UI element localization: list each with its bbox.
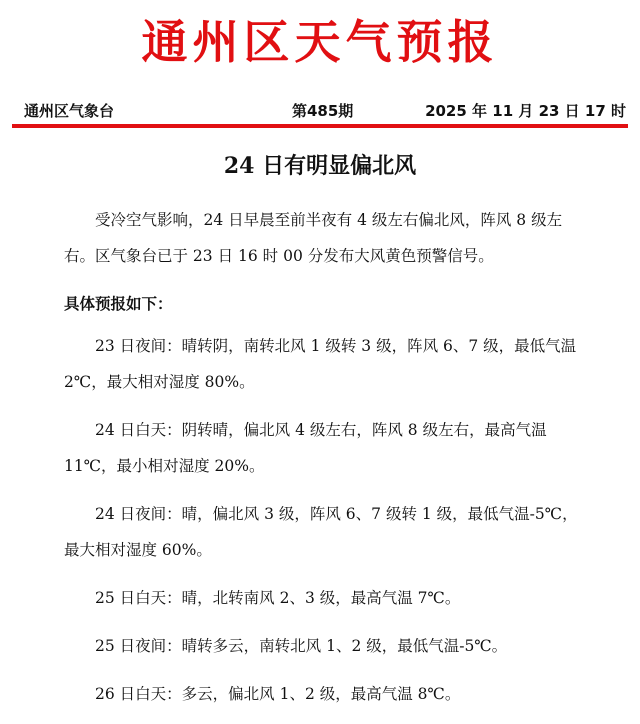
forecast-body <box>64 202 584 724</box>
forecast-item: 24 日夜间：晴，偏北风 3 级，阵风 6、7 级转 1 级，最低气温-5℃，最大相对湿度 60%。 <box>64 505 578 559</box>
issuer-name: 通州区气象台 <box>24 102 115 120</box>
forecast-item: 24 日白天：阴转晴，偏北风 4 级左右，阵风 8 级左右，最高气温 11℃，最小相对湿度 20%。 <box>64 421 547 475</box>
masthead-title: 通州区天气预报 <box>141 15 499 69</box>
forecast-subheading: 具体预报如下： <box>64 295 173 313</box>
issue-meta-bar <box>0 100 640 122</box>
red-divider <box>12 124 628 128</box>
forecast-item: 26 日白天：多云，偏北风 1、2 级，最高气温 8℃。 <box>95 685 461 703</box>
intro-paragraph: 受冷空气影响，24 日早晨至前半夜有 4 级左右偏北风，阵风 8 级左右。区气象台已于 23 日 16 时 00 分发布大风黄色预警信号。 <box>64 211 563 265</box>
issue-number: 第485期 <box>292 102 354 120</box>
issue-datetime: 2025 年 11 月 23 日 17 时 <box>425 102 626 120</box>
headline: 24 日有明显偏北风 <box>223 153 417 179</box>
forecast-item: 23 日夜间：晴转阴，南转北风 1 级转 3 级，阵风 6、7 级，最低气温 2℃，最大相对湿度 80%。 <box>64 337 577 391</box>
forecast-item: 25 日白天：晴，北转南风 2、3 级，最高气温 7℃。 <box>95 589 461 607</box>
forecast-item: 25 日夜间：晴转多云，南转北风 1、2 级，最低气温-5℃。 <box>95 637 508 655</box>
